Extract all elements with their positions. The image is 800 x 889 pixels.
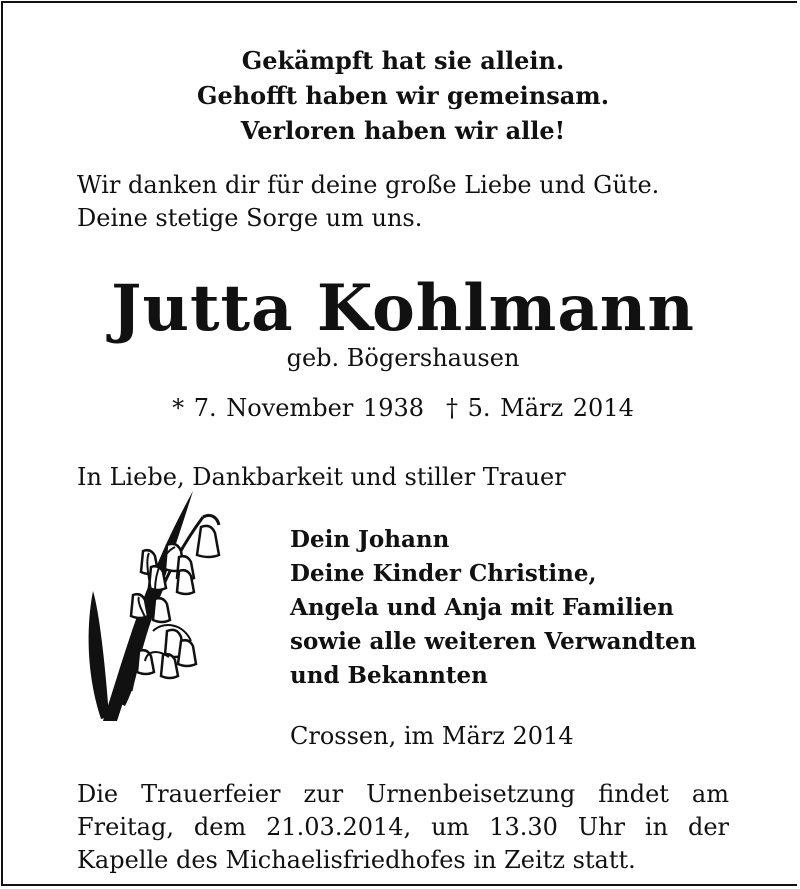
ceremony-line: Die Trauerfeier zur Urnenbeisetzung findet am	[77, 780, 729, 808]
thanks-text	[77, 169, 737, 235]
family-line: und Bekannten	[290, 662, 488, 689]
place-date: Crossen, im März 2014	[290, 722, 574, 750]
motto	[3, 43, 800, 148]
family-line: Deine Kinder Christine,	[290, 560, 597, 587]
obituary-notice	[1, 1, 797, 886]
ceremony-line: Kapelle des Michaelisfriedhofes in Zeitz statt.	[77, 846, 636, 874]
birth-date: * 7. November 1938	[172, 394, 424, 422]
motto-line: Gekämpft hat sie allein.	[241, 46, 565, 75]
family-signatures	[290, 523, 730, 693]
family-line: Angela und Anja mit Familien	[290, 594, 674, 621]
death-date: † 5. März 2014	[446, 394, 634, 422]
thanks-line: Deine stetige Sorge um uns.	[77, 204, 423, 232]
deceased-name: Jutta Kohlmann	[111, 271, 695, 346]
motto-line: Gehofft haben wir gemeinsam.	[196, 81, 610, 110]
life-dates	[3, 393, 800, 423]
motto-line: Verloren haben wir alle!	[240, 116, 566, 145]
family-line: Dein Johann	[290, 526, 450, 553]
family-line: sowie alle weiteren Verwandten	[290, 628, 697, 655]
ceremony-info	[77, 778, 729, 877]
lily-of-the-valley-icon	[83, 491, 228, 723]
thanks-line: Wir danken dir für deine große Liebe und Güte.	[77, 171, 660, 199]
grief-line: In Liebe, Dankbarkeit und stiller Trauer	[77, 463, 566, 491]
birth-name: geb. Bögershausen	[286, 344, 520, 372]
ceremony-line: Freitag, dem 21.03.2014, um 13.30 Uhr in der	[77, 813, 729, 841]
